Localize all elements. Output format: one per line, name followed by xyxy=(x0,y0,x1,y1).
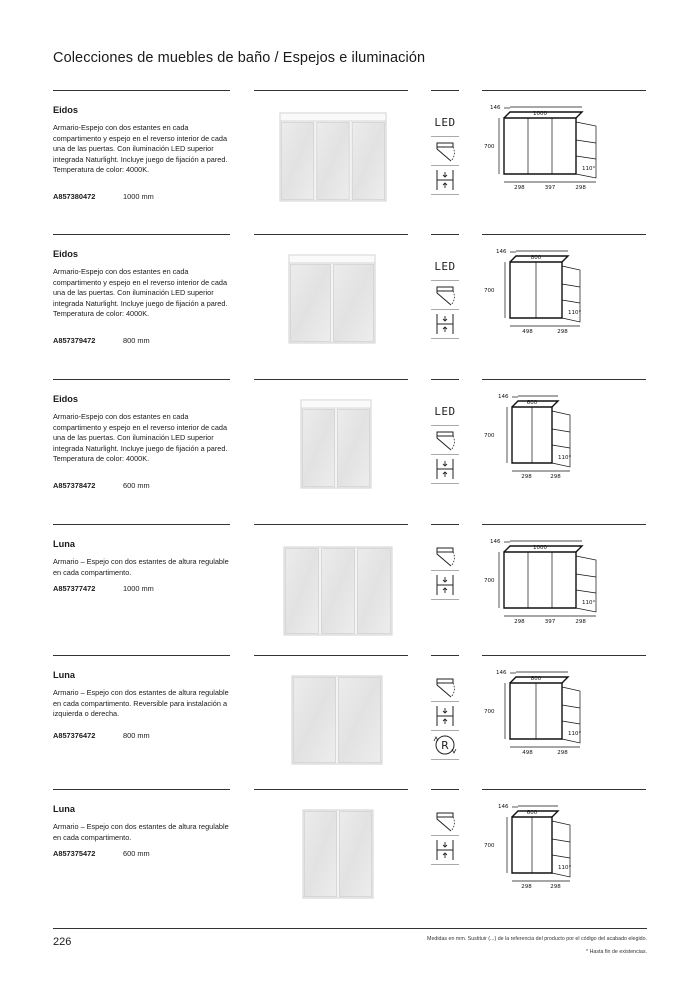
product-name: Luna xyxy=(53,804,75,814)
product-section xyxy=(0,789,700,929)
dim-depth: 146 xyxy=(496,249,507,255)
dimension-diagram xyxy=(482,104,648,204)
product-image xyxy=(300,399,374,498)
product-image xyxy=(279,112,389,211)
dim-angle: 110° xyxy=(568,310,582,316)
product-description: Armario-Espejo con dos estantes en cada compartimento y espejo en el reverso interior de cada una de las puertas. Con iluminación LED superior integrada Naturlight. Incluye juego de fijación a pared. Temperatura de color: 4000K. xyxy=(53,123,228,175)
adjustable-shelf-icon xyxy=(431,310,459,338)
product-code: A857376472 xyxy=(53,731,96,740)
dim-height: 700 xyxy=(484,433,495,439)
divider xyxy=(431,789,459,790)
page-title: Colecciones de muebles de baño / Espejos e iluminación xyxy=(53,50,426,66)
dim-bottom: 298 xyxy=(575,619,586,625)
divider xyxy=(254,789,408,790)
divider xyxy=(53,524,230,525)
dim-bottom: 298 xyxy=(521,474,532,480)
product-code: A857375472 xyxy=(53,849,96,858)
divider xyxy=(53,655,230,656)
icon-divider xyxy=(431,759,459,760)
dim-bottom: 298 xyxy=(575,185,586,191)
product-size: 1000 mm xyxy=(123,584,154,593)
divider xyxy=(254,524,408,525)
dim-width: 800 xyxy=(530,255,542,261)
dimension-diagram xyxy=(482,669,648,769)
dim-depth: 146 xyxy=(490,539,501,545)
product-image xyxy=(288,254,378,353)
led-icon xyxy=(431,108,459,136)
icon-divider xyxy=(431,338,459,339)
dim-height: 700 xyxy=(484,578,495,584)
divider xyxy=(431,655,459,656)
product-section xyxy=(0,379,700,519)
divider xyxy=(53,234,230,235)
led-icon xyxy=(431,397,459,425)
product-image xyxy=(283,546,395,645)
product-section xyxy=(0,234,700,374)
divider xyxy=(254,655,408,656)
divider xyxy=(482,234,646,235)
divider xyxy=(482,789,646,790)
dim-width: 1000 xyxy=(533,111,547,117)
door-opening-icon xyxy=(431,807,459,835)
product-size: 600 mm xyxy=(123,849,150,858)
dim-angle: 110° xyxy=(558,455,572,461)
dim-angle: 110° xyxy=(568,731,582,737)
dim-angle: 110° xyxy=(582,166,596,172)
icon-divider xyxy=(431,599,459,600)
dim-bottom: 498 xyxy=(522,750,533,756)
adjustable-shelf-icon xyxy=(431,455,459,483)
product-code: A857377472 xyxy=(53,584,96,593)
dim-bottom: 298 xyxy=(557,329,568,335)
product-description: Armario – Espejo con dos estantes de altura regulable en cada compartimento. Reversible para instalación a izquierda o derecha. xyxy=(53,688,229,719)
door-opening-icon xyxy=(431,281,459,309)
divider xyxy=(254,90,408,91)
divider xyxy=(53,90,230,91)
dim-bottom: 298 xyxy=(550,474,561,480)
dim-bottom: 397 xyxy=(544,185,556,191)
adjustable-shelf-icon xyxy=(431,166,459,194)
dim-angle: 110° xyxy=(582,600,596,606)
divider xyxy=(254,379,408,380)
dim-width: 1000 xyxy=(533,545,547,551)
adjustable-shelf-icon xyxy=(431,571,459,599)
dim-height: 700 xyxy=(484,843,495,849)
product-name: Luna xyxy=(53,670,75,680)
icon-divider xyxy=(431,194,459,195)
dimension-diagram xyxy=(482,803,648,903)
page-number: 226 xyxy=(53,936,72,948)
dim-depth: 146 xyxy=(498,804,509,810)
dim-depth: 146 xyxy=(496,670,507,676)
footer-divider xyxy=(53,928,647,929)
divider xyxy=(482,524,646,525)
product-size: 600 mm xyxy=(123,481,150,490)
divider xyxy=(431,234,459,235)
divider xyxy=(254,234,408,235)
icon-divider xyxy=(431,483,459,484)
product-code: A857378472 xyxy=(53,481,96,490)
product-image xyxy=(291,675,385,774)
door-opening-icon xyxy=(431,426,459,454)
reversible-icon xyxy=(431,731,459,759)
product-name: Eidos xyxy=(53,249,79,259)
dim-bottom: 298 xyxy=(514,185,525,191)
dim-depth: 146 xyxy=(490,105,501,111)
adjustable-shelf-icon xyxy=(431,836,459,864)
dim-bottom: 298 xyxy=(550,884,561,890)
svg-text:R: R xyxy=(441,739,449,752)
dim-width: 800 xyxy=(530,676,542,682)
dim-height: 700 xyxy=(484,709,495,715)
product-image xyxy=(302,809,376,908)
svg-text:LED: LED xyxy=(434,116,456,129)
dim-width: 600 xyxy=(526,400,538,406)
divider xyxy=(482,655,646,656)
dimension-diagram xyxy=(482,538,648,638)
dimension-diagram xyxy=(482,393,648,493)
product-section xyxy=(0,90,700,230)
dim-depth: 146 xyxy=(498,394,509,400)
product-description: Armario – Espejo con dos estantes de altura regulable en cada compartimento. xyxy=(53,557,229,577)
adjustable-shelf-icon xyxy=(431,702,459,730)
footnote-stock: * Hasta fin de existencias. xyxy=(586,949,647,955)
led-icon xyxy=(431,252,459,280)
product-section xyxy=(0,655,700,795)
dim-angle: 110° xyxy=(558,865,572,871)
divider xyxy=(431,524,459,525)
dim-height: 700 xyxy=(484,144,495,150)
product-description: Armario – Espejo con dos estantes de altura regulable en cada compartimento. xyxy=(53,822,229,842)
icon-divider xyxy=(431,864,459,865)
product-size: 800 mm xyxy=(123,731,150,740)
divider xyxy=(482,90,646,91)
door-opening-icon xyxy=(431,673,459,701)
door-opening-icon xyxy=(431,542,459,570)
dim-height: 700 xyxy=(484,288,495,294)
dim-width: 600 xyxy=(526,810,538,816)
product-code: A857379472 xyxy=(53,336,96,345)
svg-text:LED: LED xyxy=(434,405,456,418)
product-size: 800 mm xyxy=(123,336,150,345)
product-description: Armario-Espejo con dos estantes en cada compartimento y espejo en el reverso interior de cada una de las puertas. Con iluminación LED superior integrada Naturlight. Incluye juego de fijación a pared. Temperatura de color: 4000K. xyxy=(53,267,228,319)
divider xyxy=(53,379,230,380)
svg-text:LED: LED xyxy=(434,260,456,273)
product-name: Eidos xyxy=(53,394,79,404)
dim-bottom: 298 xyxy=(557,750,568,756)
dim-bottom: 298 xyxy=(521,884,532,890)
door-opening-icon xyxy=(431,137,459,165)
product-section xyxy=(0,524,700,664)
dim-bottom: 298 xyxy=(514,619,525,625)
product-size: 1000 mm xyxy=(123,192,154,201)
dimension-diagram xyxy=(482,248,648,348)
divider xyxy=(431,379,459,380)
product-name: Luna xyxy=(53,539,75,549)
divider xyxy=(482,379,646,380)
product-code: A857380472 xyxy=(53,192,96,201)
dim-bottom: 498 xyxy=(522,329,533,335)
divider xyxy=(53,789,230,790)
dim-bottom: 397 xyxy=(544,619,556,625)
footnote-measures: Medidas en mm. Sustituir (...) de la referencia del producto por el código del acabado elegido. xyxy=(427,936,647,942)
product-description: Armario-Espejo con dos estantes en cada compartimento y espejo en el reverso interior de cada una de las puertas. Con iluminación LED superior integrada Naturlight. Incluye juego de fijación a pared. Temperatura de color: 4000K. xyxy=(53,412,228,464)
divider xyxy=(431,90,459,91)
product-name: Eidos xyxy=(53,105,79,115)
